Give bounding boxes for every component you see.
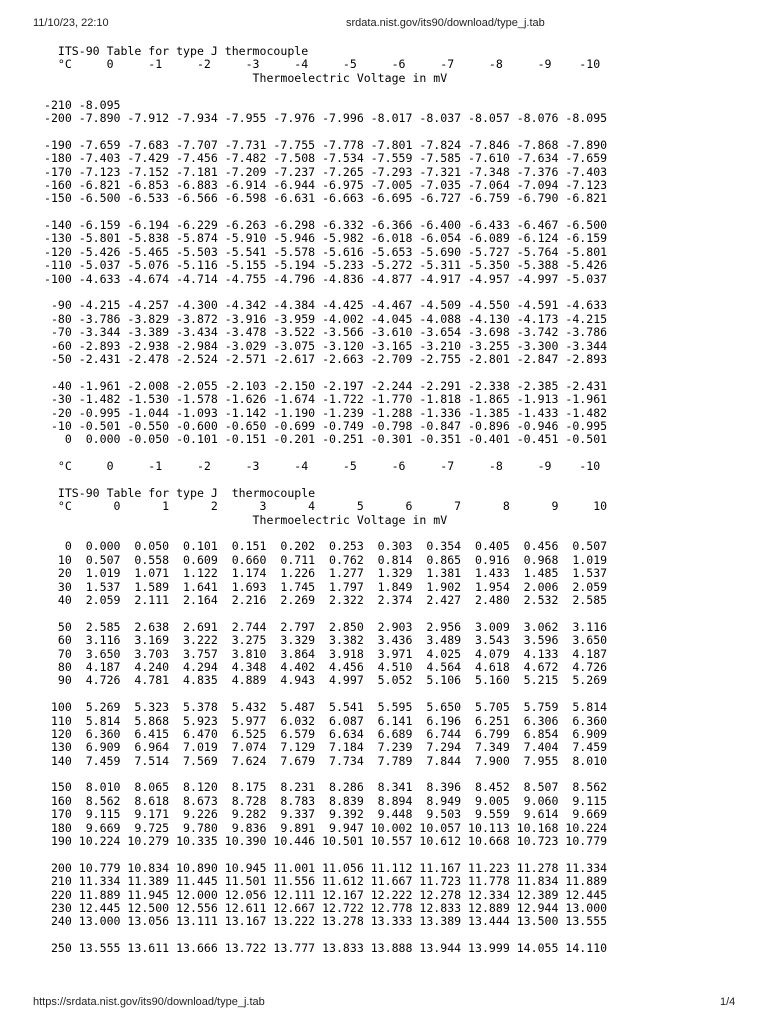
table-line: -140 -6.159 -6.194 -6.229 -6.263 -6.298 -6.332 -6.366 -6.400 -6.433 -6.467 -6.500 [44,218,608,233]
table-line: 120 6.360 6.415 6.470 6.525 6.579 6.634 6.689 6.744 6.799 6.854 6.909 [44,726,608,741]
blank-line [44,688,607,701]
blank-line [44,206,607,219]
blank-line [44,447,607,460]
thermocouple-table-text [44,45,607,956]
table-line: 240 13.000 13.056 13.111 13.167 13.222 13.278 13.333 13.389 13.444 13.500 13.555 [44,914,608,929]
table-line: -110 -5.037 -5.076 -5.116 -5.155 -5.194 -5.233 -5.272 -5.311 -5.350 -5.388 -5.426 [44,258,608,273]
table-line: 0 0.000 0.050 0.101 0.151 0.202 0.253 0.303 0.354 0.405 0.456 0.507 [44,539,608,554]
table-line: -130 -5.801 -5.838 -5.874 -5.910 -5.946 -5.982 -6.018 -6.054 -6.089 -6.124 -6.159 [44,231,608,246]
table-line: 130 6.909 6.964 7.019 7.074 7.129 7.184 7.239 7.294 7.349 7.404 7.459 [44,740,608,755]
blank-line [44,474,607,487]
table-line: °C 0 -1 -2 -3 -4 -5 -6 -7 -8 -9 -10 [44,459,601,474]
table-line: 150 8.010 8.065 8.120 8.175 8.231 8.286 8.341 8.396 8.452 8.507 8.562 [44,780,608,795]
table-line: -100 -4.633 -4.674 -4.714 -4.755 -4.796 -4.836 -4.877 -4.917 -4.957 -4.997 -5.037 [44,271,608,286]
blank-line [44,366,607,379]
table-line: 190 10.224 10.279 10.335 10.390 10.446 10.501 10.557 10.612 10.668 10.723 10.779 [44,834,608,849]
table-line: -40 -1.961 -2.008 -2.055 -2.103 -2.150 -2.197 -2.244 -2.291 -2.338 -2.385 -2.431 [44,378,608,393]
table-line: Thermoelectric Voltage in mV [44,512,448,527]
table-line: -200 -7.890 -7.912 -7.934 -7.955 -7.976 -7.996 -8.017 -8.037 -8.057 -8.076 -8.095 [44,110,608,125]
print-footer-url[interactable]: https://srdata.nist.gov/its90/download/type_j.tab [33,996,265,1008]
table-line: 10 0.507 0.558 0.609 0.660 0.711 0.762 0.814 0.865 0.916 0.968 1.019 [44,552,608,567]
blank-line [44,848,607,861]
table-line: 160 8.562 8.618 8.673 8.728 8.783 8.839 8.894 8.949 9.005 9.060 9.115 [44,793,608,808]
table-line: 110 5.814 5.868 5.923 5.977 6.032 6.087 6.141 6.196 6.251 6.306 6.360 [44,713,608,728]
print-header-url: srdata.nist.gov/its90/download/type_j.tab [346,17,545,29]
table-line: -160 -6.821 -6.853 -6.883 -6.914 -6.944 -6.975 -7.005 -7.035 -7.064 -7.094 -7.123 [44,177,608,192]
table-line: -210 -8.095 [44,97,121,112]
table-line: -10 -0.501 -0.550 -0.600 -0.650 -0.699 -0.749 -0.798 -0.847 -0.896 -0.946 -0.995 [44,418,608,433]
table-line: 70 3.650 3.703 3.757 3.810 3.864 3.918 3.971 4.025 4.079 4.133 4.187 [44,646,608,661]
table-line: -30 -1.482 -1.530 -1.578 -1.626 -1.674 -1.722 -1.770 -1.818 -1.865 -1.913 -1.961 [44,392,608,407]
table-line: Thermoelectric Voltage in mV [44,70,448,85]
table-line: -180 -7.403 -7.429 -7.456 -7.482 -7.508 -7.534 -7.559 -7.585 -7.610 -7.634 -7.659 [44,151,608,166]
table-line: 20 1.019 1.071 1.122 1.174 1.226 1.277 1.329 1.381 1.433 1.485 1.537 [44,566,608,581]
table-line: -190 -7.659 -7.683 -7.707 -7.731 -7.755 -7.778 -7.801 -7.824 -7.846 -7.868 -7.890 [44,137,608,152]
table-line: 80 4.187 4.240 4.294 4.348 4.402 4.456 4.510 4.564 4.618 4.672 4.726 [44,659,608,674]
table-line: 250 13.555 13.611 13.666 13.722 13.777 13.833 13.888 13.944 13.999 14.055 14.110 [44,941,608,956]
table-line: 220 11.889 11.945 12.000 12.056 12.111 12.167 12.222 12.278 12.334 12.389 12.445 [44,887,608,902]
blank-line [44,125,607,138]
blank-line [44,768,607,781]
blank-line [44,929,607,942]
table-line: °C 0 1 2 3 4 5 6 7 8 9 10 [44,499,608,514]
table-line: ITS-90 Table for type J thermocouple [44,44,309,58]
table-line: 210 11.334 11.389 11.445 11.501 11.556 11.612 11.667 11.723 11.778 11.834 11.889 [44,874,608,889]
print-datetime: 11/10/23, 22:10 [33,17,109,29]
page-number: 1/4 [720,996,736,1008]
blank-line [44,607,607,620]
table-line: 40 2.059 2.111 2.164 2.216 2.269 2.322 2.374 2.427 2.480 2.532 2.585 [44,593,608,608]
table-line: -80 -3.786 -3.829 -3.872 -3.916 -3.959 -4.002 -4.045 -4.088 -4.130 -4.173 -4.215 [44,311,608,326]
table-line: ITS-90 Table for type J thermocouple [44,485,316,500]
table-line: -60 -2.893 -2.938 -2.984 -3.029 -3.075 -3.120 -3.165 -3.210 -3.255 -3.300 -3.344 [44,338,608,353]
table-line: 0 0.000 -0.050 -0.101 -0.151 -0.201 -0.251 -0.301 -0.351 -0.401 -0.451 -0.501 [44,432,608,447]
table-line: 230 12.445 12.500 12.556 12.611 12.667 12.722 12.778 12.833 12.889 12.944 13.000 [44,901,608,915]
table-line: 50 2.585 2.638 2.691 2.744 2.797 2.850 2.903 2.956 3.009 3.062 3.116 [44,619,608,634]
table-line: 90 4.726 4.781 4.835 4.889 4.943 4.997 5.052 5.106 5.160 5.215 5.269 [44,673,608,688]
blank-line [44,527,607,540]
table-line: -20 -0.995 -1.044 -1.093 -1.142 -1.190 -1.239 -1.288 -1.336 -1.385 -1.433 -1.482 [44,405,608,420]
table-line: 180 9.669 9.725 9.780 9.836 9.891 9.947 10.002 10.057 10.113 10.168 10.224 [44,820,608,835]
table-line: 170 9.115 9.171 9.226 9.282 9.337 9.392 9.448 9.503 9.559 9.614 9.669 [44,807,608,822]
table-line: -90 -4.215 -4.257 -4.300 -4.342 -4.384 -4.425 -4.467 -4.509 -4.550 -4.591 -4.633 [44,298,608,313]
table-line: -120 -5.426 -5.465 -5.503 -5.541 -5.578 -5.616 -5.653 -5.690 -5.727 -5.764 -5.801 [44,244,608,259]
table-line: -170 -7.123 -7.152 -7.181 -7.209 -7.237 -7.265 -7.293 -7.321 -7.348 -7.376 -7.403 [44,164,608,179]
table-line: 100 5.269 5.323 5.378 5.432 5.487 5.541 5.595 5.650 5.705 5.759 5.814 [44,700,608,715]
blank-line [44,85,607,98]
table-line: 60 3.116 3.169 3.222 3.275 3.329 3.382 3.436 3.489 3.543 3.596 3.650 [44,633,608,648]
table-line: -150 -6.500 -6.533 -6.566 -6.598 -6.631 -6.663 -6.695 -6.727 -6.759 -6.790 -6.821 [44,191,608,206]
table-line: -50 -2.431 -2.478 -2.524 -2.571 -2.617 -2.663 -2.709 -2.755 -2.801 -2.847 -2.893 [44,351,608,366]
table-line: -70 -3.344 -3.389 -3.434 -3.478 -3.522 -3.566 -3.610 -3.654 -3.698 -3.742 -3.786 [44,325,608,340]
table-line: 30 1.537 1.589 1.641 1.693 1.745 1.797 1.849 1.902 1.954 2.006 2.059 [44,579,608,594]
table-line: °C 0 -1 -2 -3 -4 -5 -6 -7 -8 -9 -10 [44,57,601,72]
table-line: 200 10.779 10.834 10.890 10.945 11.001 11.056 11.112 11.167 11.223 11.278 11.334 [44,860,608,875]
table-line: 140 7.459 7.514 7.569 7.624 7.679 7.734 7.789 7.844 7.900 7.955 8.010 [44,753,608,768]
blank-line [44,286,607,299]
